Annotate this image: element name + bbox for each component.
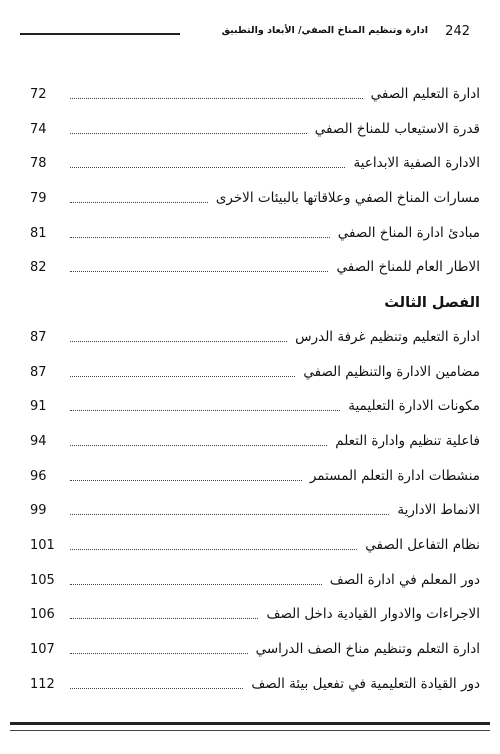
toc-page-number: 79 [30,191,47,207]
toc-entry [30,149,480,184]
toc-leader-dots [70,653,248,654]
toc-leader-dots [70,376,295,377]
toc-leader-dots [70,514,389,515]
toc-leader-dots [70,167,345,168]
toc-entry [30,462,480,497]
toc-entry [30,635,480,670]
toc-entry [30,427,480,462]
toc-entry [30,219,480,254]
toc-page-number: 99 [30,503,47,519]
toc-title: منشطات ادارة التعلم المستمر [306,468,480,484]
toc-page-number: 94 [30,433,47,449]
toc-leader-dots [70,688,243,689]
toc-title: ادارة التعليم وتنظيم غرفة الدرس [291,329,480,345]
toc-entry [30,496,480,531]
toc-leader-dots [70,549,357,550]
toc-leader-dots [70,410,340,411]
toc-leader-dots [70,98,363,99]
toc-page-number: 112 [30,676,55,692]
toc-leader-dots [70,445,327,446]
toc-page-number: 87 [30,364,47,380]
toc-page-number: 87 [30,329,47,345]
toc-entry [30,323,480,358]
toc-page-number: 81 [30,225,47,241]
toc-leader-dots [70,584,322,585]
toc-leader-dots [70,480,302,481]
toc-page-number: 96 [30,468,47,484]
toc-title: دور المعلم في ادارة الصف [326,572,480,588]
toc-title: ادارة التعليم الصفي [367,86,480,102]
toc-entry [30,566,480,601]
toc-title: ادارة التعلم وتنظيم مناخ الصف الدراسي [252,641,480,657]
toc-leader-dots [70,618,258,619]
chapter-title: الفصل الثالث [380,295,480,311]
toc-leader-dots [70,271,328,272]
toc-entry [30,115,480,150]
toc-entry [30,670,480,705]
table-of-contents [30,80,480,704]
running-header [16,20,484,40]
toc-page-number: 78 [30,156,47,172]
toc-page-number: 105 [30,572,55,588]
header-rule [20,33,180,35]
toc-title: قدرة الاستيعاب للمناخ الصفي [311,121,480,137]
toc-title: مسارات المناخ الصفي وعلاقاتها بالبيئات الاخرى [212,190,480,206]
toc-page-number: 82 [30,260,47,276]
toc-entry [30,600,480,635]
toc-page-number: 106 [30,607,55,623]
toc-title: الانماط الادارية [393,502,480,518]
toc-title: مبادئ ادارة المناخ الصفي [334,225,480,241]
toc-leader-dots [70,133,307,134]
toc-entry [30,392,480,427]
toc-page-number: 107 [30,642,55,657]
toc-leader-dots [70,341,287,342]
toc-entry [30,531,480,566]
footer-rule [10,722,490,725]
toc-leader-dots [70,237,330,238]
toc-page-number: 101 [30,537,55,553]
toc-entry [30,358,480,393]
toc-entry [30,253,480,288]
page-number: 242 [445,24,470,39]
footer-rule-thin [10,730,490,731]
toc-page-number: 72 [30,87,47,102]
toc-leader-dots [70,202,208,203]
toc-title: الاطار العام للمناخ الصفي [333,259,481,275]
toc-page-number: 74 [30,121,47,137]
toc-page-number: 91 [30,399,47,415]
toc-title: دور القيادة التعليمية في تفعيل بيئة الصف [247,676,480,692]
toc-title: مكونات الادارة التعليمية [344,398,480,414]
chapter-heading [30,288,480,323]
toc-title: الاجراءات والادوار القيادية داخل الصف [262,606,480,622]
toc-title: نظام التفاعل الصفي [361,537,480,553]
toc-entry [30,184,480,219]
toc-title: الادارة الصفية الابداعية [349,155,480,171]
toc-entry [30,80,480,115]
toc-title: مضامين الادارة والتنظيم الصفي [299,364,480,380]
running-title: ادارة وتنظيم المناخ الصفي/ الأبعاد والتطبيق [221,25,428,36]
toc-title: فاعلية تنظيم وادارة التعلم [331,433,480,449]
